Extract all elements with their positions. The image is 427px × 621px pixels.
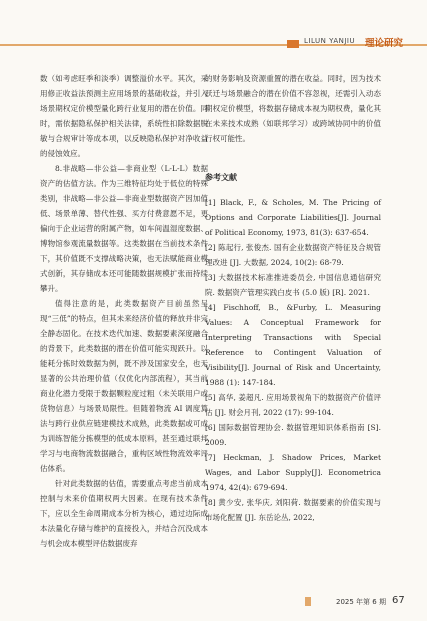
header-rule	[0, 44, 427, 46]
reference-item: [2] 陈起行, 张俊杰. 国有企业数据资产特征及合规管理改进 [J]. 大数据, 2024, 10(2): 68-79.	[205, 243, 381, 267]
body-paragraph: 的财务影响及资源重置的潜在收益。同时，因为技术跃迁与场景融合的潜在价值不容忽视，还需引入动态期权定价模型，将数据存储成本视为期权费，量化其在未来技术成熟（如联邦学习）或跨域协同中的价值行权可能性。	[205, 74, 381, 143]
body-paragraph: 值得注意的是，此类数据资产目前虽然呈现“三低”的特点，但其未来经济价值的释放并非完全静态固化。在技术迭代加速、数据要素深度融合的背景下，此类数据的潜在价值可能实现跃升。以能耗分拣时效数据为例，既不涉及国家安全，也无显著的公共治理价值（仅优化内部流程），其当前商业化潜力受限于数据颗粒度过粗（未关联用户或货物信息）与场景局限性。但随着物流 AI 调度算法与跨行业供应链建模技术成熟，此类数据或可成为训练智能分拣模型的低成本原料，甚至通过联邦学习与电商物流数据融合，重构区域性物流效率评估体系。	[40, 299, 208, 473]
journal-name-en: LILUN YANJIU	[304, 37, 356, 45]
references-heading: 参考文献	[205, 173, 237, 182]
reference-item: [4] Fischhoff, B., &Furby, L. Measuring Values: A Conceptual Framework for Interpreting Transactions with Special Reference to Contingent Valuation of Visibility[J]. Journal of Risk and Uncertainty, 1988 (1): 147-184.	[205, 303, 381, 387]
page-number: 67	[392, 595, 405, 606]
body-paragraph: 针对此类数据的估值，需要重点考虑当前成本控制与未来价值期权两大因素。在现有技术条件下，应以全生命周期成本分析为核心，通过边际成本法量化存储与维护的直接投入，并结合沉没成本与机会成本模型评估数据废弃	[40, 479, 208, 548]
right-column	[205, 71, 381, 525]
body-paragraph: 8.非战略—非公益—非商业型（L-L-L）数据资产的估值方法。作为三维特征均处于低位的特殊类别，非战略—非公益—非商业型数据资产因加值低、场景单薄、替代性强、买方付费意愿不足，更偏向于企业运营的附属产物，如车间温湿度数据、博物馆参观流量数据等。这类数据在当前技术条件下，其价值既不支撑战略决策，也无法赋能商业模式创新，其存储成本还可能随数据规模扩张而持续攀升。	[40, 164, 208, 293]
section-title: 理论研究	[365, 38, 404, 49]
header-marker	[287, 40, 299, 48]
page-footer	[0, 592, 427, 610]
left-column	[40, 71, 208, 551]
issue-label: 2025 年第 6 期	[336, 598, 386, 606]
reference-item: [8] 黄少安, 张华庆, 刘阳荷. 数据要素的价值实现与市场化配置 [J]. 东岳论丛, 2022,	[205, 498, 381, 522]
reference-item: [3] 大数据技术标准推进委员会, 中国信息通信研究院. 数据资产管理实践白皮书 (5.0 版) [R]. 2021.	[205, 273, 381, 297]
page-header	[0, 0, 427, 64]
reference-item: [7] Heckman, J. Shadow Prices, Market Wages, and Labor Supply[J]. Econometrica 1974, 42(4): 679-694.	[205, 453, 381, 492]
reference-item: [6] 国际数据管理协会. 数据管理知识体系指南 [S]. 2009.	[205, 423, 381, 447]
footer-marker	[305, 597, 311, 606]
reference-item: [5] 高华, 姜超凡. 应用场景视角下的数据资产价值评估 [J]. 财会月刊, 2022 (17): 99-104.	[205, 393, 381, 417]
body-paragraph: 数（如考虑旺季和淡季）调整溢价水平。其次，采用修正收益法预测主应用场景的基础收益，并引入场景期权定价模型量化跨行业复用的潜在价值。同时，需依据隐私保护相关法律，系统性扣除数据脱敏与合规审计等成本项，以反映隐私保护对净收益的侵蚀效应。	[40, 74, 208, 158]
reference-item: [1] Black, F., & Scholes, M. The Pricing of Options and Corporate Liabilities[J]. Journal of Political Economy, 1973, 81(3): 637-654.	[205, 198, 381, 237]
